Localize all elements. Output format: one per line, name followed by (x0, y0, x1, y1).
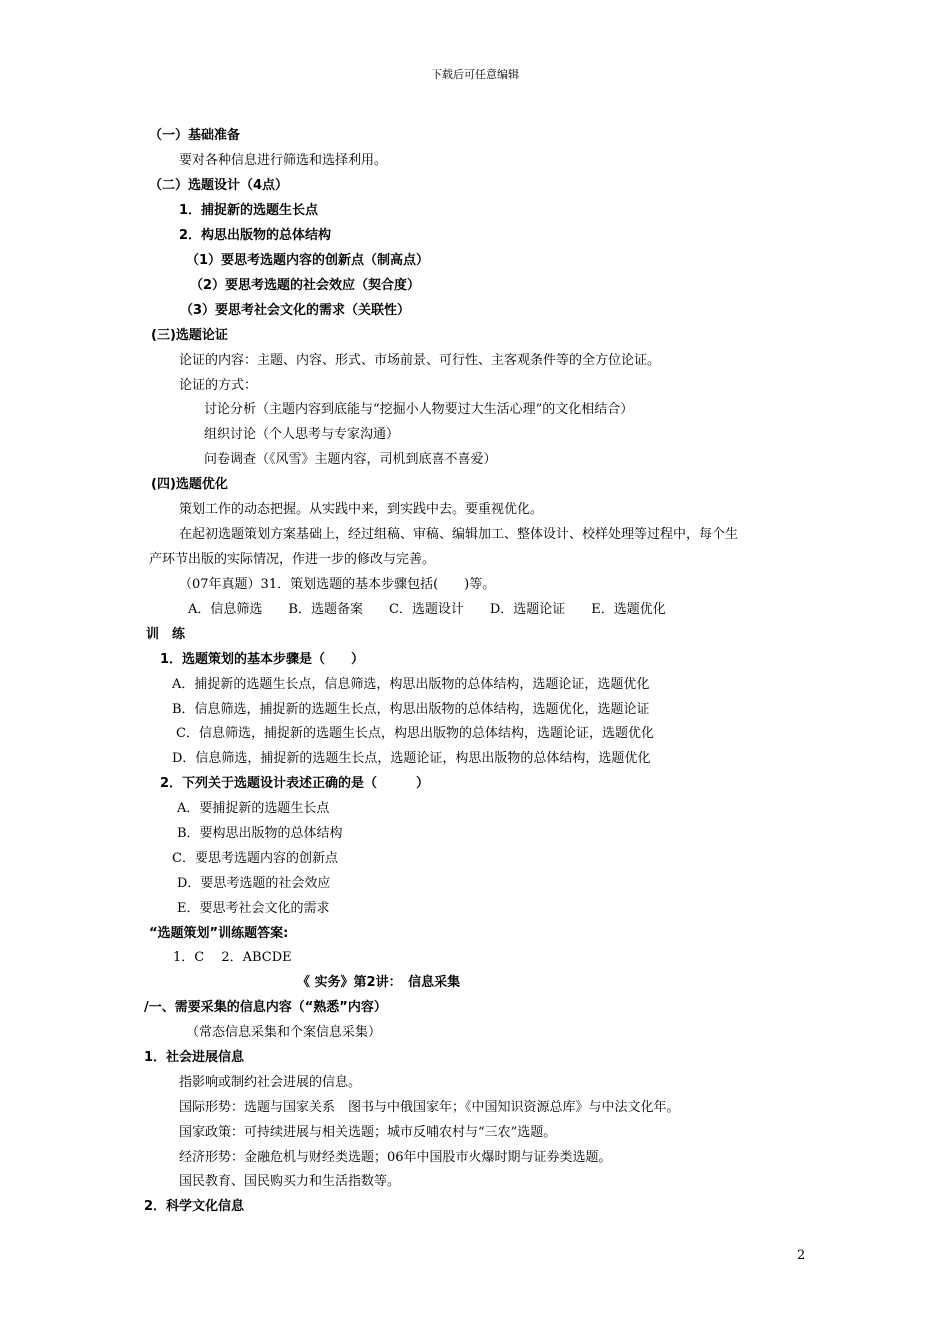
text-line: 1．捕捉新的选题生长点 (179, 203, 319, 218)
text-line: A．要捕捉新的选题生长点 (177, 801, 330, 816)
text-line: /一、需要采集的信息内容（“熟悉”内容） (144, 1000, 387, 1015)
text-line: 在起初选题策划方案基础上，经过组稿、审稿、编辑加工、整体设计、校样处理等过程中，每个生 (179, 527, 739, 542)
text-line: 2．科学文化信息 (144, 1199, 245, 1214)
text-line: 1．社会进展信息 (144, 1050, 245, 1065)
text-line: 国际形势：选题与国家关系 图书与中俄国家年；《中国知识资源总库》与中法文化年。 (179, 1100, 680, 1115)
text-line: B．要构思出版物的总体结构 (177, 826, 343, 841)
page-number: 2 (797, 1248, 806, 1263)
text-line: (四)选题优化 (151, 477, 228, 492)
text-line: 经济形势：金融危机与财经类选题；06年中国股市火爆时期与证券类选题。 (179, 1150, 612, 1165)
text-line: 2．下列关于选题设计表述正确的是（ ） (160, 776, 430, 791)
text-line: A．捕捉新的选题生长点，信息筛选，构思出版物的总体结构，选题论证，选题优化 (172, 677, 650, 692)
text-line: C．信息筛选，捕捉新的选题生长点，构思出版物的总体结构，选题论证，选题优化 (176, 726, 654, 741)
text-line: 组织讨论（个人思考与专家沟通） (204, 427, 400, 442)
text-line: （常态信息采集和个案信息采集） (186, 1025, 382, 1040)
text-line: （07年真题）31．策划选题的基本步骤包括( )等。 (179, 577, 496, 592)
text-line: （3）要思考社会文化的需求（关联性） (180, 303, 411, 318)
text-line: 策划工作的动态把握。从实践中来，到实践中去。要重视优化。 (179, 502, 544, 517)
text-line: 问卷调查（《风雪》主题内容，司机到底喜不喜爱） (204, 452, 497, 467)
text-line: 指影响或制约社会进展的信息。 (179, 1075, 362, 1090)
text-line: 1．C 2．ABCDE (173, 950, 292, 965)
text-line: 1．选题策划的基本步骤是（ ） (160, 652, 365, 667)
text-line: 2．构思出版物的总体结构 (179, 228, 332, 243)
text-line: （2）要思考选题的社会效应（契合度） (190, 278, 421, 293)
text-line: 《 实务》第2讲： 信息采集 (297, 975, 461, 990)
text-line: E．要思考社会文化的需求 (177, 901, 330, 916)
text-line: 要对各种信息进行筛选和选择利用。 (179, 153, 388, 168)
text-line: （1）要思考选题内容的创新点（制高点） (186, 253, 430, 268)
text-line: （一）基础准备 (149, 128, 241, 143)
text-line: B．信息筛选，捕捉新的选题生长点，构思出版物的总体结构，选题优化，选题论证 (172, 702, 650, 717)
text-line: “选题策划”训练题答案: (149, 926, 289, 941)
text-line: D．信息筛选，捕捉新的选题生长点，选题论证，构思出版物的总体结构，选题优化 (172, 751, 651, 766)
text-line: （二）选题设计（4点） (149, 178, 289, 193)
text-line: (三)选题论证 (151, 328, 228, 343)
text-line: 产环节出版的实际情况，作进一步的修改与完善。 (149, 552, 436, 567)
text-line: 讨论分析（主题内容到底能与“挖掘小人物要过大生活心理”的文化相结合） (204, 402, 634, 417)
text-line: 国家政策：可持续进展与相关选题；城市反哺农村与“三农”选题。 (179, 1125, 557, 1140)
page-header: 下载后可任意编辑 (431, 68, 519, 81)
text-line: 训 练 (146, 627, 186, 642)
text-line: A．信息筛选 B．选题备案 C．选题设计 D．选题论证 E．选题优化 (188, 602, 666, 617)
text-line: 论证的内容：主题、内容、形式、市场前景、可行性、主客观条件等的全方位论证。 (179, 353, 661, 368)
text-line: C．要思考选题内容的创新点 (172, 851, 338, 866)
text-line: D．要思考选题的社会效应 (177, 876, 331, 891)
text-line: 论证的方式： (179, 378, 258, 393)
text-line: 国民教育、国民购买力和生活指数等。 (179, 1174, 401, 1189)
